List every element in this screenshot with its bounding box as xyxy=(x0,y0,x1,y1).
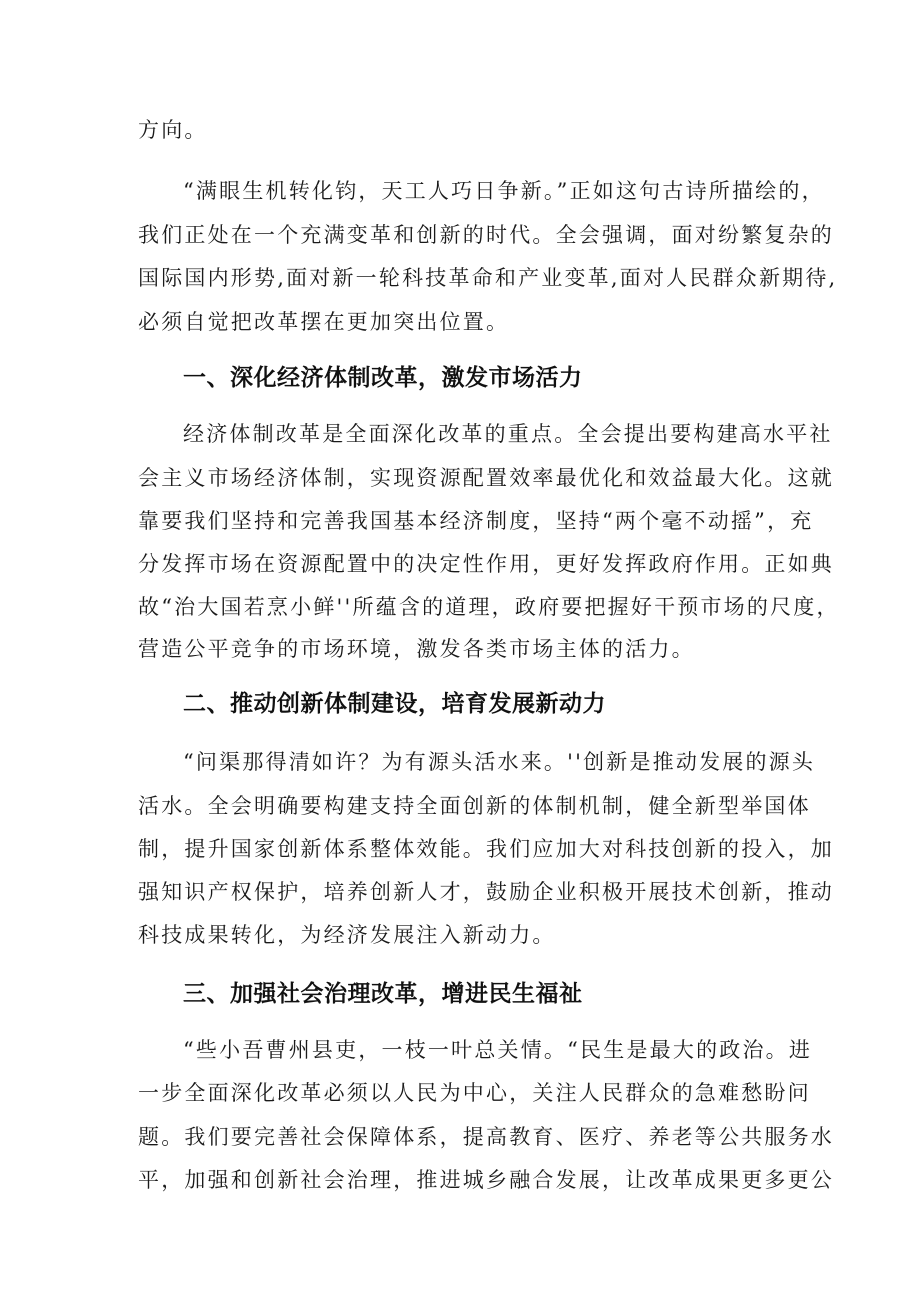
paragraph-3-line: 科技成果转化，为经济发展注入新动力。 xyxy=(138,923,556,947)
continuation-line: 方向。 xyxy=(138,118,208,142)
paragraph-1-line: 国际国内形势,面对新一轮科技革命和产业变革,面对人民群众新期待, xyxy=(138,266,838,290)
paragraph-2-line: 分发挥市场在资源配置中的决定性作用，更好发挥政府作用。正如典 xyxy=(138,552,834,576)
paragraph-1-line: 必须自觉把改革摆在更加突出位置。 xyxy=(138,310,510,334)
paragraph-4-line: 平，加强和创新社会治理，推进城乡融合发展，让改革成果更多更公 xyxy=(138,1168,834,1192)
paragraph-3-line: 强知识产权保护，培养创新人才，鼓励企业积极开展技术创新，推动 xyxy=(138,880,834,904)
paragraph-1-line: 我们正处在一个充满变革和创新的时代。全会强调，面对纷繁复杂的 xyxy=(138,223,834,247)
paragraph-3-line: 活水。全会明确要构建支持全面创新的体制机制，健全新型举国体 xyxy=(138,794,811,818)
paragraph-3-line: 制，提升国家创新体系整体效能。我们应加大对科技创新的投入，加 xyxy=(138,837,834,861)
section-heading-2: 二、推动创新体制建设，培育发展新动力 xyxy=(183,691,606,717)
paragraph-2-line: 靠要我们坚持和完善我国基本经济制度，坚持“两个毫不动摇”，充 xyxy=(138,509,814,533)
paragraph-2-line: 营造公平竞争的市场环境，激发各类市场主体的活力。 xyxy=(138,637,695,661)
paragraph-2-line: 经济体制改革是全面深化改革的重点。全会提出要构建高水平社 xyxy=(183,422,833,446)
section-heading-1: 一、深化经济体制改革，激发市场活力 xyxy=(183,365,583,391)
paragraph-3-line: “问渠那得清如许？为有源头活水来。''创新是推动发展的源头 xyxy=(183,750,816,774)
paragraph-4-line: “些小吾曹州县吏，一枝一叶总关情。“民生是最大的政治。进 xyxy=(183,1038,813,1062)
paragraph-2-line: 会主义市场经济体制，实现资源配置效率最优化和效益最大化。这就 xyxy=(138,466,834,490)
paragraph-4-line: 一步全面深化改革必须以人民为中心，关注人民群众的急难愁盼问 xyxy=(138,1081,811,1105)
paragraph-4-line: 题。我们要完善社会保障体系，提高教育、医疗、养老等公共服务水 xyxy=(138,1125,834,1149)
paragraph-2-line: 故“治大国若烹小鲜''所蕴含的道理，政府要把握好干预市场的尺度， xyxy=(138,595,840,619)
section-heading-3: 三、加强社会治理改革，增进民生福祉 xyxy=(183,981,583,1007)
paragraph-1-line: “满眼生机转化钧，天工人巧日争新。”正如这句古诗所描绘的， xyxy=(183,179,825,203)
